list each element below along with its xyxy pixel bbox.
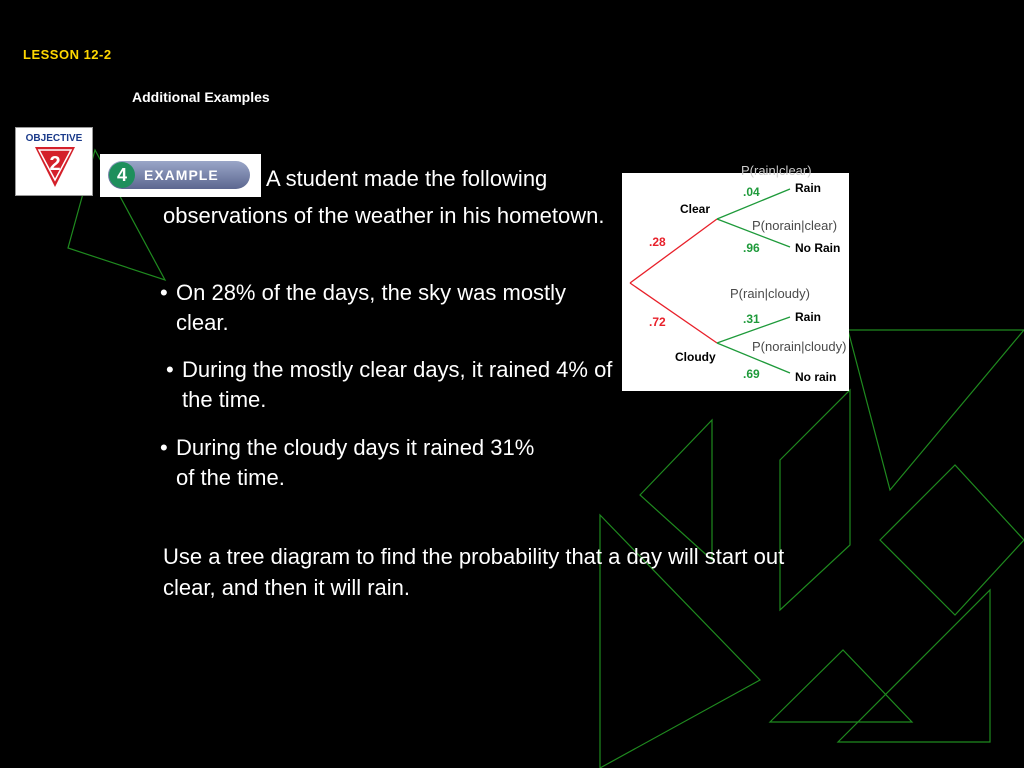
bullet-text: During the cloudy days it rained 31% of the time. xyxy=(176,435,535,490)
prob-cloudy: .72 xyxy=(649,315,666,329)
bullet-item xyxy=(160,278,580,338)
bullet-item xyxy=(160,433,580,493)
bullet-text: On 28% of the days, the sky was mostly clear. xyxy=(176,280,567,335)
objective-shield-icon xyxy=(34,146,76,188)
example-number: 4 xyxy=(109,162,135,188)
label-p-rain-clear: P(rain|clear) xyxy=(741,163,812,178)
prob-cloudy-rain: .31 xyxy=(743,312,760,326)
bullet-marker: • xyxy=(160,280,168,305)
bullet-text: During the mostly clear days, it rained 4% of the time. xyxy=(182,357,613,412)
intro-text: A student made the following observations of the weather in his hometown. xyxy=(163,166,605,228)
prob-clear: .28 xyxy=(649,235,666,249)
bullet-item xyxy=(166,355,626,415)
node-cloudy: Cloudy xyxy=(675,350,716,364)
bullet-marker: • xyxy=(160,435,168,460)
deco-triangle xyxy=(838,590,990,742)
bullet-marker: • xyxy=(166,357,174,382)
outcome-clear-rain: Rain xyxy=(795,181,822,195)
prob-clear-norain: .96 xyxy=(743,241,760,255)
page-subtitle: Additional Examples xyxy=(132,89,270,105)
deco-triangle xyxy=(640,420,712,560)
node-clear: Clear xyxy=(680,202,711,216)
prob-clear-rain: .04 xyxy=(743,185,760,199)
deco-triangle xyxy=(770,650,912,722)
prob-cloudy-norain: .69 xyxy=(743,367,760,381)
objective-number: 2 xyxy=(49,153,61,175)
label-p-rain-cloudy: P(rain|cloudy) xyxy=(730,286,810,301)
outcome-cloudy-norain: No rain xyxy=(795,370,837,384)
question-text: Use a tree diagram to find the probability that a day will start out clear, and then it will rain. xyxy=(163,544,785,600)
outcome-cloudy-rain: Rain xyxy=(795,310,822,324)
label-p-norain-cloudy: P(norain|cloudy) xyxy=(752,339,847,354)
tree-diagram xyxy=(622,173,849,391)
outcome-clear-norain: No Rain xyxy=(795,241,841,255)
deco-triangle xyxy=(848,330,1024,490)
lesson-label: LESSON 12-2 xyxy=(23,47,112,62)
label-p-norain-clear: P(norain|clear) xyxy=(752,218,838,233)
objective-badge xyxy=(15,127,93,196)
example-label: EXAMPLE xyxy=(144,167,219,183)
deco-diamond xyxy=(880,465,1024,615)
objective-label: OBJECTIVE xyxy=(25,133,83,144)
